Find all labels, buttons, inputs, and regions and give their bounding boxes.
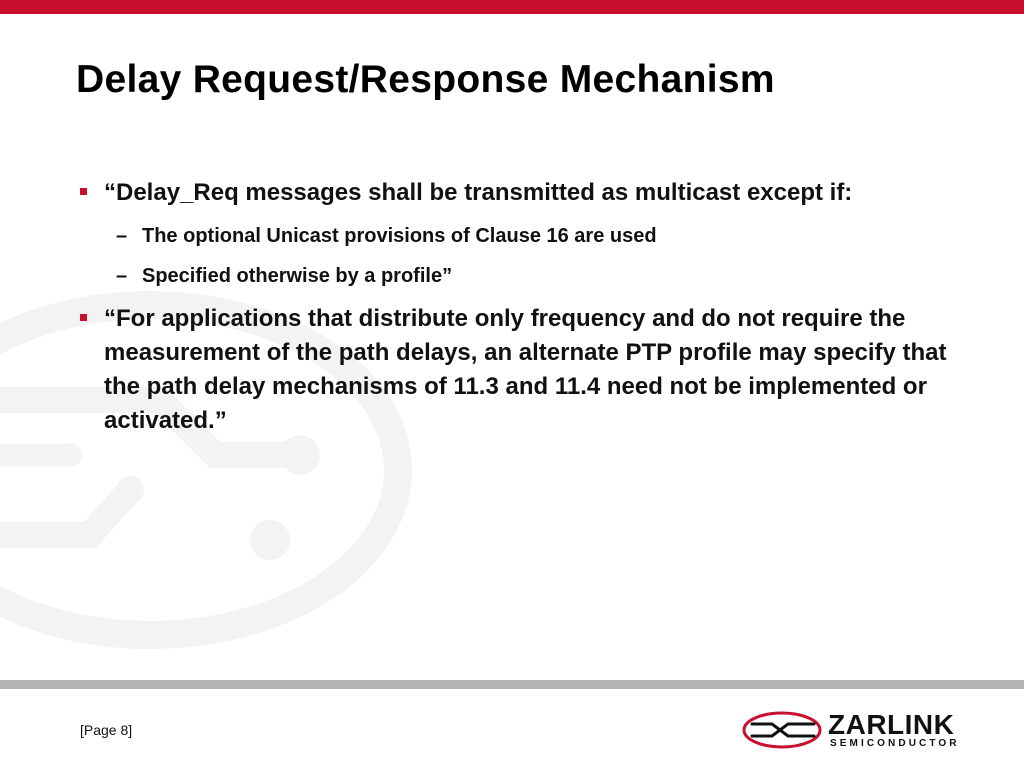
top-accent-bar bbox=[0, 0, 1024, 14]
zarlink-logo-icon bbox=[742, 710, 822, 750]
sub-bullet-item bbox=[80, 216, 950, 256]
sub-bullet-text: Specified otherwise by a profile” bbox=[142, 265, 453, 287]
red-square-bullet-icon bbox=[80, 314, 87, 321]
bullet-text: “Delay_Req messages shall be transmitted as multicast except if: bbox=[104, 179, 853, 206]
sub-bullet-item bbox=[80, 256, 950, 296]
dash-marker: – bbox=[116, 225, 128, 247]
bullet-text: “For applications that distribute only frequency and do not require the measurement of the path delays, an alternate PTP profile may specify that the path delay mechanisms of 11.3 and 11.4 need not be implemented or activated.” bbox=[104, 305, 947, 434]
footer-divider-bar bbox=[0, 680, 1024, 689]
bullet-item bbox=[80, 302, 950, 438]
bullet-item bbox=[80, 176, 950, 210]
page-number: [Page 8] bbox=[80, 722, 133, 738]
sub-bullet-text: The optional Unicast provisions of Clause 16 are used bbox=[142, 225, 657, 247]
red-square-bullet-icon bbox=[80, 188, 87, 195]
dash-marker: – bbox=[116, 265, 128, 287]
sub-bullet-list bbox=[80, 216, 950, 296]
slide-content bbox=[80, 176, 950, 438]
zarlink-logo bbox=[742, 706, 962, 756]
slide-title: Delay Request/Response Mechanism bbox=[76, 58, 775, 101]
logo-name: ZARLINK bbox=[828, 709, 955, 740]
logo-subtitle: SEMICONDUCTOR bbox=[830, 738, 960, 749]
